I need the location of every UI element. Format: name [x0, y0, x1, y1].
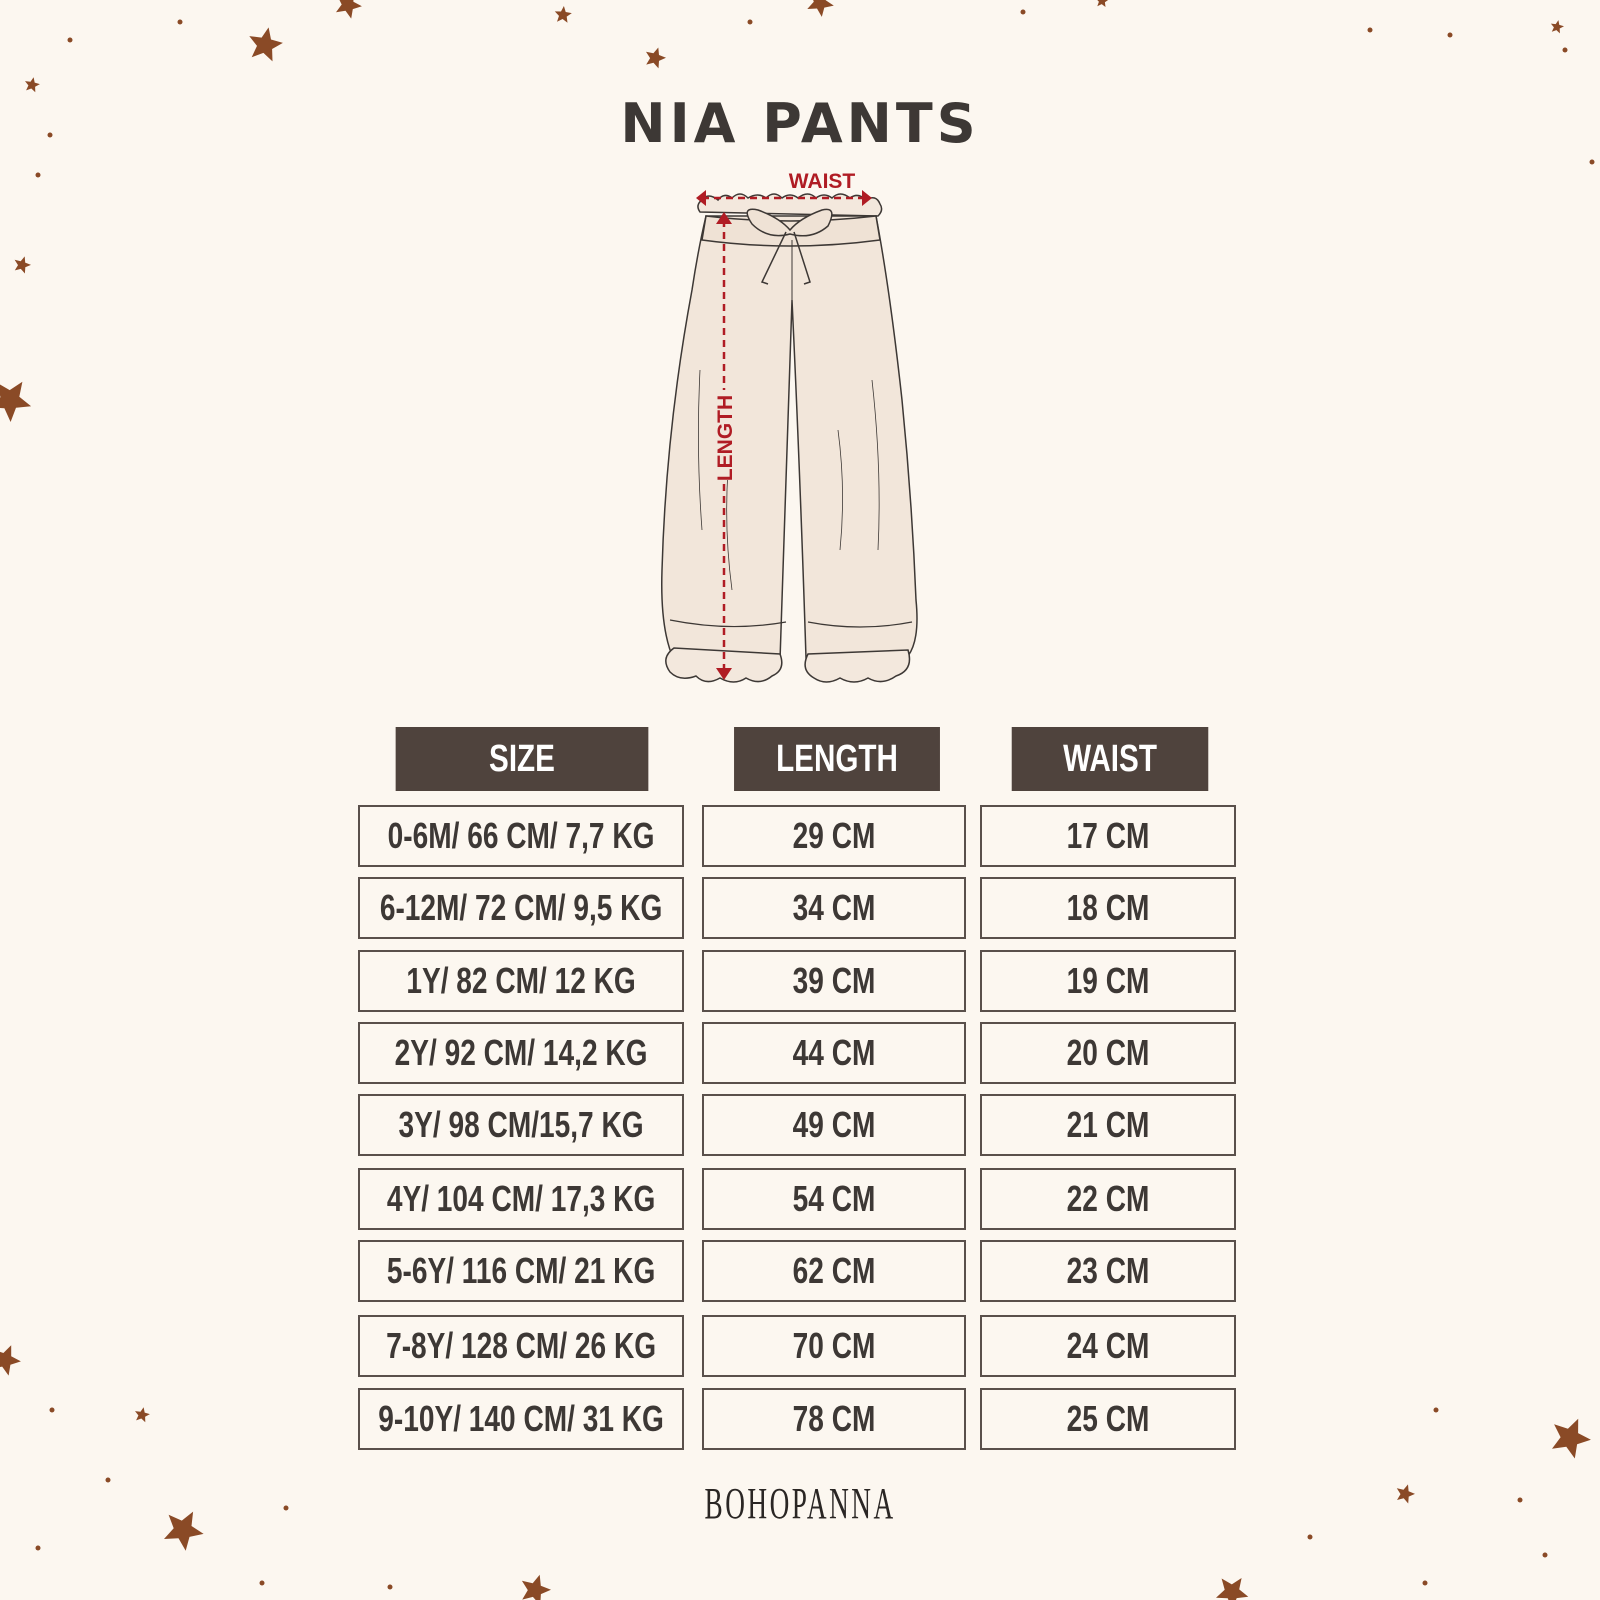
star-icon: [336, 0, 362, 19]
brand-logo-text: BOHOPANNA: [704, 1479, 896, 1528]
size-cell: 2Y/ 92 CM/ 14,2 KG: [358, 1022, 684, 1084]
waist-cell: 22 CM: [980, 1168, 1236, 1230]
page-title: NIA PANTS: [620, 92, 980, 155]
length-cell: 78 CM: [702, 1388, 966, 1450]
size-cell: 3Y/ 98 CM/15,7 KG: [358, 1094, 684, 1156]
star-icon: [555, 6, 572, 23]
length-cell: 62 CM: [702, 1240, 966, 1302]
waist-cell: 17 CM: [980, 805, 1236, 867]
waist-cell: 20 CM: [980, 1022, 1236, 1084]
length-cell: 39 CM: [702, 950, 966, 1012]
star-icon: [807, 0, 834, 17]
star-dot-icon: [1368, 28, 1373, 33]
length-cell: 49 CM: [702, 1094, 966, 1156]
size-cell: 4Y/ 104 CM/ 17,3 KG: [358, 1168, 684, 1230]
star-dot-icon: [36, 1546, 41, 1551]
length-cell: 70 CM: [702, 1315, 966, 1377]
star-icon: [25, 77, 40, 92]
star-icon: [646, 48, 666, 69]
star-dot-icon: [260, 1581, 265, 1586]
star-icon: [249, 27, 283, 61]
star-dot-icon: [1563, 48, 1568, 53]
star-dot-icon: [50, 1408, 55, 1413]
length-label: LENGTH: [714, 394, 737, 482]
size-cell: 1Y/ 82 CM/ 12 KG: [358, 950, 684, 1012]
length-cell: 44 CM: [702, 1022, 966, 1084]
star-dot-icon: [1308, 1535, 1313, 1540]
star-dot-icon: [68, 38, 73, 43]
star-dot-icon: [388, 1585, 393, 1590]
size-cell: 6-12M/ 72 CM/ 9,5 KG: [358, 877, 684, 939]
star-icon: [1096, 0, 1109, 7]
star-dot-icon: [1434, 1408, 1439, 1413]
star-dot-icon: [1448, 33, 1453, 38]
size-cell: 7-8Y/ 128 CM/ 26 KG: [358, 1315, 684, 1377]
star-icon: [0, 382, 31, 422]
star-icon: [15, 256, 31, 273]
header-size: SIZE: [396, 727, 649, 791]
star-icon: [522, 1575, 551, 1600]
waist-label: WAIST: [788, 170, 856, 193]
star-icon: [135, 1407, 150, 1422]
star-dot-icon: [1590, 160, 1595, 165]
waist-cell: 25 CM: [980, 1388, 1236, 1450]
star-icon: [0, 1345, 21, 1375]
waist-cell: 23 CM: [980, 1240, 1236, 1302]
waist-cell: 24 CM: [980, 1315, 1236, 1377]
star-dot-icon: [748, 20, 753, 25]
header-waist: WAIST: [1012, 727, 1209, 791]
size-cell: 0-6M/ 66 CM/ 7,7 KG: [358, 805, 684, 867]
star-dot-icon: [1021, 10, 1026, 15]
star-icon: [1551, 20, 1564, 33]
waist-cell: 18 CM: [980, 877, 1236, 939]
waist-cell: 21 CM: [980, 1094, 1236, 1156]
waist-cell: 19 CM: [980, 950, 1236, 1012]
star-dot-icon: [178, 20, 183, 25]
star-dot-icon: [1543, 1553, 1548, 1558]
star-icon: [1216, 1578, 1248, 1600]
length-cell: 34 CM: [702, 877, 966, 939]
size-cell: 9-10Y/ 140 CM/ 31 KG: [358, 1388, 684, 1450]
star-dot-icon: [1423, 1581, 1428, 1586]
star-dot-icon: [36, 173, 41, 178]
star-icon: [1552, 1419, 1591, 1459]
pants-illustration: [640, 170, 960, 710]
header-length: LENGTH: [734, 727, 940, 791]
size-cell: 5-6Y/ 116 CM/ 21 KG: [358, 1240, 684, 1302]
length-cell: 29 CM: [702, 805, 966, 867]
length-cell: 54 CM: [702, 1168, 966, 1230]
